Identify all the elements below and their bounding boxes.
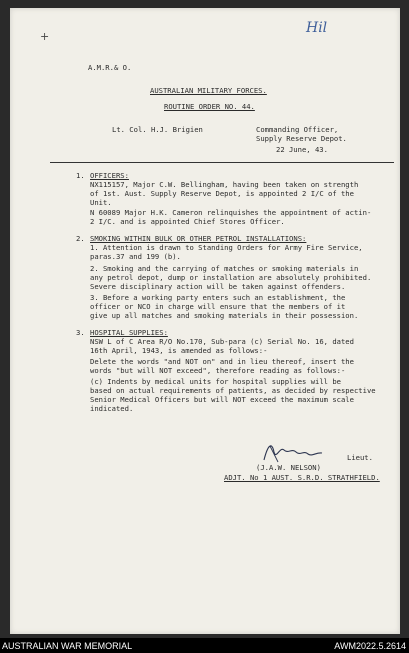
section-3-number: 3. (76, 328, 85, 337)
corner-mark: + (40, 30, 50, 43)
section-2-number: 2. (76, 234, 85, 243)
footer-catalog-number: AWM2022.5.2614 (334, 641, 406, 651)
section-3-line: Delete the words "and NOT on" and in lieu thereof, insert the (90, 357, 354, 366)
section-1-line: N 60089 Major H.K. Cameron relinquishes the appointment of actin- (90, 208, 372, 217)
handwritten-annotation: Hil (306, 20, 328, 36)
section-2-line: any petrol depot, dump or installation are absolutely prohibited. (90, 273, 372, 282)
section-2-line: 1. Attention is drawn to Standing Orders for Army Fire Service, (90, 243, 363, 252)
document-heading: AUSTRALIAN MILITARY FORCES. (150, 86, 267, 95)
signatory-name: (J.A.W. NELSON) (256, 463, 321, 472)
section-3-title: HOSPITAL SUPPLIES: (90, 328, 168, 337)
footer-institution: AUSTRALIAN WAR MEMORIAL (2, 641, 133, 651)
archive-footer (0, 638, 409, 653)
section-1-line: 2 I/C. and is appointed Chief Stores Officer. (90, 217, 285, 226)
section-1-line: Unit. (90, 198, 112, 207)
document-page (10, 8, 400, 634)
divider-line (50, 162, 394, 163)
section-2-line: 3. Before a working party enters such an establishment, the (90, 293, 346, 302)
section-1-line: NX115157, Major C.W. Bellingham, having been taken on strength (90, 180, 359, 189)
reference-code: A.M.R.& O. (88, 63, 132, 72)
section-1-line: of 1st. Aust. Supply Reserve Depot, is appointed 2 I/C of the (90, 189, 354, 198)
section-2-line: paras.37 and 199 (b). (90, 252, 181, 261)
section-3-line: indicated. (90, 404, 134, 413)
order-date: 22 June, 43. (276, 145, 328, 154)
section-3-line: 16th April, 1943, is amended as follows:- (90, 346, 268, 355)
officer-role-line1: Commanding Officer, (256, 125, 339, 134)
order-number: ROUTINE ORDER NO. 44. (164, 102, 255, 111)
section-3-line: based on actual requirements of patients, as decided by respective (90, 386, 376, 395)
section-2-line: give up all matches and smoking materials in their possession. (90, 311, 359, 320)
section-2-line: 2. Smoking and the carrying of matches or smoking materials in (90, 264, 359, 273)
section-1-number: 1. (76, 171, 85, 180)
issuing-officer: Lt. Col. H.J. Brigien (112, 125, 203, 134)
section-1-title: OFFICERS: (90, 171, 129, 180)
signatory-title: ADJT. No 1 AUST. S.R.D. STRATHFIELD. (224, 473, 380, 482)
section-3-line: (c) Indents by medical units for hospital supplies will be (90, 377, 341, 386)
signatory-rank: Lieut. (347, 453, 373, 462)
section-3-line: NSW L of C Area R/O No.170, Sub-para (c) Serial No. 16, dated (90, 337, 354, 346)
section-2-line: Severe disciplinary action will be taken against offenders. (90, 282, 346, 291)
officer-role-line2: Supply Reserve Depot. (256, 134, 347, 143)
section-2-line: officer or NCO in charge will ensure that the members of it (90, 302, 346, 311)
section-2-title: SMOKING WITHIN BULK OR OTHER PETROL INSTALLATIONS: (90, 234, 307, 243)
section-3-line: words "but will NOT exceed", therefore reading as follows:- (90, 366, 346, 375)
section-3-line: Senior Medical Officers but will NOT exceed the maximum scale (90, 395, 354, 404)
